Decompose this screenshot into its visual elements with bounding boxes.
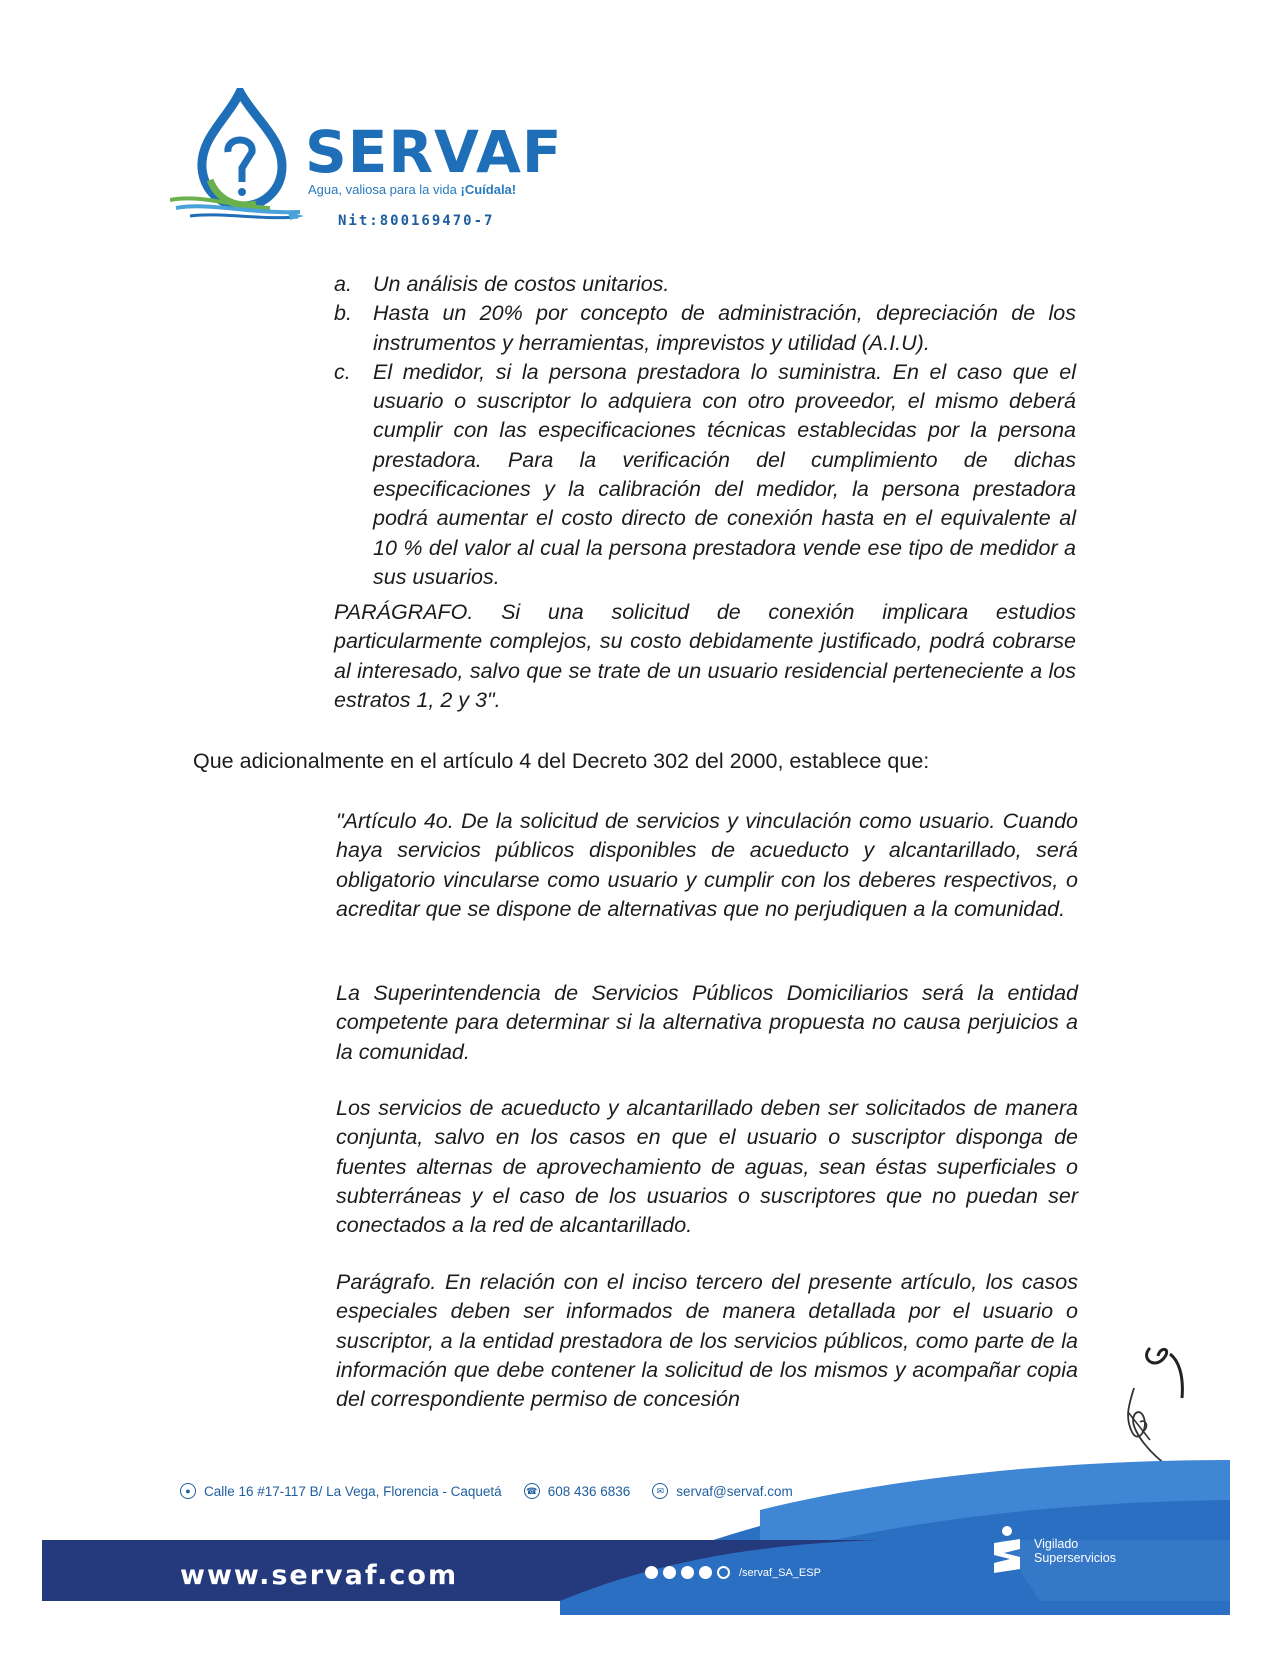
youtube-icon[interactable] [699, 1566, 712, 1579]
quote-paragraph: Parágrafo. En relación con el inciso tercero del presente artículo, los casos especiales deben ser informados de manera detallada por el usuario o suscriptor, a la entidad prestadora de los servicios públicos, como parte de la información que debe contener la solicitud de los mismos y acompañar copia del correspondiente permiso de concesión [336, 1270, 1078, 1412]
website-link[interactable]: www.servaf.com [180, 1560, 459, 1591]
list-item-text: Hasta un 20% por concepto de administración, depreciación de los instrumentos y herramientas, imprevistos y utilidad (A.I.U). [373, 301, 1076, 355]
superservicios-logo-icon [990, 1525, 1024, 1577]
brand-name: SERVAF [305, 118, 563, 186]
email-link[interactable]: servaf@servaf.com [676, 1483, 793, 1499]
email-icon: ✉ [652, 1483, 668, 1499]
tiktok-icon[interactable] [717, 1566, 730, 1579]
list-item-text: El medidor, si la persona prestadora lo suministra. En el caso que el usuario o suscriptor lo adquiera con otro proveedor, el mismo deberá cumplir con las especificaciones técnicas establecidas por la persona prestadora. Para la verificación del cumplimiento de dichas especificaciones y la calibración del medidor, la persona prestadora podrá aumentar el costo directo de conexión hasta en el equivalente al 10 % del valor al cual la persona prestadora vende ese tipo de medidor a sus usuarios. [373, 359, 1076, 589]
social-links [645, 1566, 821, 1579]
brand-tagline [308, 182, 516, 197]
vigilado-label: Vigilado [1034, 1537, 1079, 1551]
list-marker: a. [334, 272, 352, 296]
superservicios-label: Superservicios [1034, 1551, 1116, 1565]
facebook-icon[interactable] [645, 1566, 658, 1579]
tagline-emphasis: ¡Cuídala! [460, 182, 517, 197]
tagline-text: Agua, valiosa para la vida [308, 182, 457, 197]
nit-number: Nit:800169470-7 [338, 213, 495, 229]
list-marker: b. [334, 301, 352, 326]
list-item [334, 299, 1076, 358]
intro-sentence: Que adicionalmente en el artículo 4 del Decreto 302 del 2000, establece que: [193, 749, 930, 773]
instagram-icon[interactable] [663, 1566, 676, 1579]
cost-items-list [334, 270, 1076, 592]
twitter-icon[interactable] [681, 1566, 694, 1579]
servaf-logo [170, 88, 570, 248]
list-item [334, 358, 1076, 592]
list-item-text: Un análisis de costos unitarios. [373, 272, 670, 296]
phone-text: 608 436 6836 [547, 1483, 631, 1499]
social-handle: /servaf_SA_ESP [739, 1566, 821, 1579]
quote-paragraph: Los servicios de acueducto y alcantarillado deben ser solicitados de manera conjunta, salvo en los casos en que el usuario o suscriptor disponga de fuentes alternas de aprovechamiento de aguas, sean éstas superficiales o subterráneas y el caso de los usuarios o suscriptores que no puedan ser conectados a la red de alcantarillado. [336, 1096, 1078, 1238]
location-pin-icon: ● [180, 1483, 196, 1499]
water-drop-logo-icon [170, 88, 320, 228]
list-marker: c. [334, 359, 351, 384]
list-item [334, 270, 1076, 299]
quote-paragraph: "Artículo 4o. De la solicitud de servicios y vinculación como usuario. Cuando haya servicios públicos disponibles de acueducto y alcantarillado, será obligatorio vincularse como usuario y cumplir con los deberes respectivos, o acreditar que se dispone de alternativas que no perjudiquen a la comunidad. [336, 809, 1078, 921]
paragrafo-paragraph: PARÁGRAFO. Si una solicitud de conexión implicara estudios particularmente complejos, su costo debidamente justificado, podrá cobrarse al interesado, salvo que se trate de un usuario residencial perteneciente a los estratos 1, 2 y 3". [334, 600, 1076, 712]
phone-icon: ☎ [524, 1483, 540, 1499]
address-text: Calle 16 #17-117 B/ La Vega, Florencia - Caquetá [204, 1483, 502, 1499]
quote-paragraph: La Superintendencia de Servicios Públicos Domiciliarios será la entidad competente para determinar si la alternativa propuesta no causa perjuicios a la comunidad. [336, 981, 1078, 1064]
vigilado-superservicios [990, 1525, 1116, 1577]
